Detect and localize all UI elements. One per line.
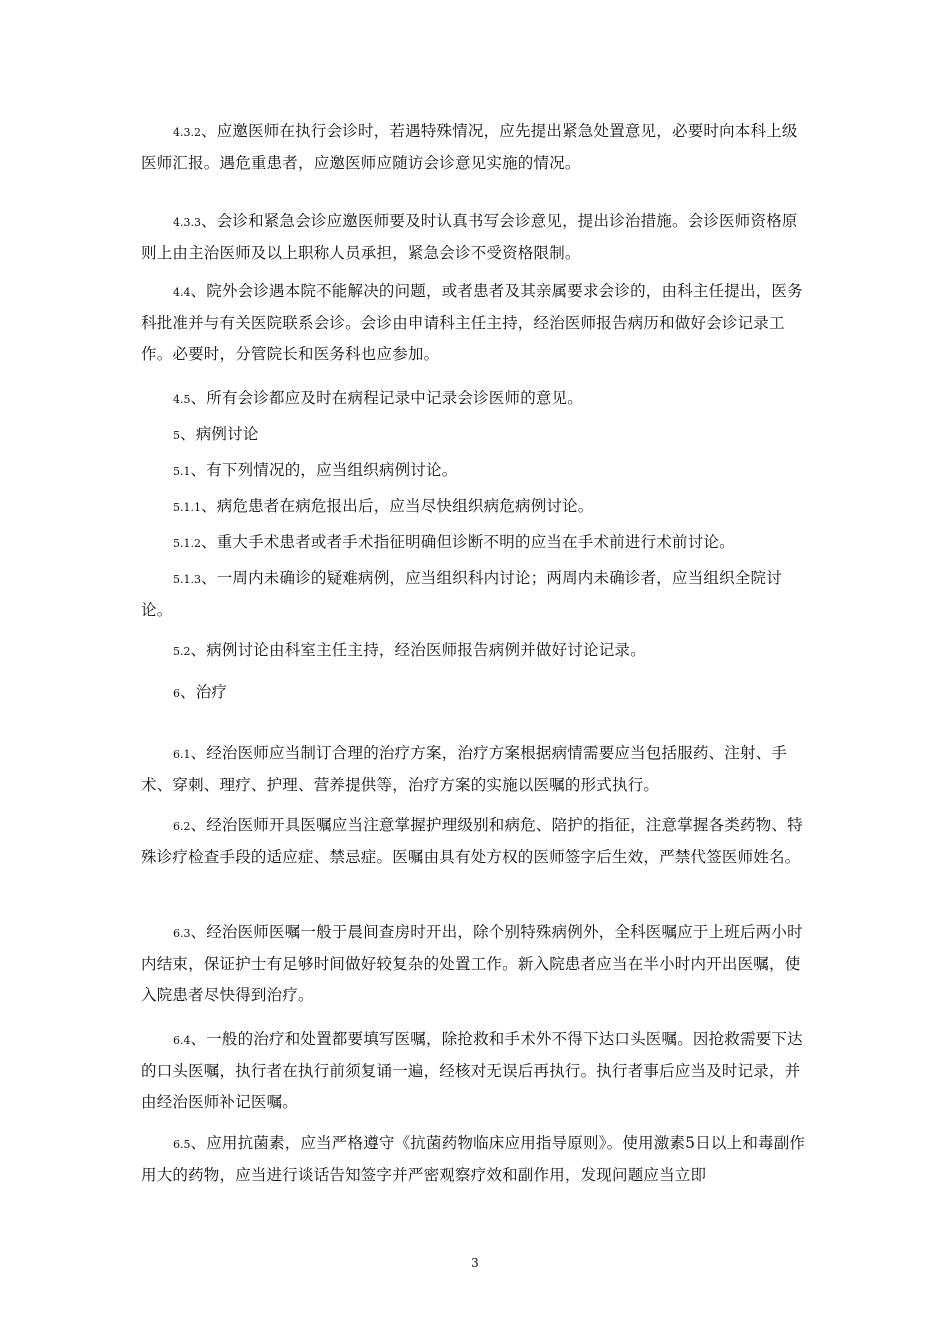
paragraph-4-3-2 [141,116,813,179]
paragraph-text: 、一周内未确诊的疑难病例，应当组织科内讨论；两周内未确诊者，应当组织全院讨论。 [141,569,782,619]
paragraph-text: 、病危患者在病危报出后，应当尽快组织病危病例讨论。 [201,497,594,515]
paragraph-6-2 [141,810,813,873]
paragraph-text: 、重大手术患者或者手术指征明确但诊断不明的应当在手术前进行术前讨论。 [201,533,735,551]
section-number: 6.1 [173,748,191,761]
paragraph-5-1 [141,455,813,487]
paragraph-6-4 [141,1024,813,1118]
section-number: 6 [173,687,180,700]
section-number: 5.1.3 [173,573,201,586]
section-number: 5.1.2 [173,537,201,550]
paragraph-5-1-2 [141,527,813,559]
page-number: 3 [471,1256,479,1270]
section-number: 5.2 [173,645,191,658]
paragraph-text: 、应邀医师在执行会诊时，若遇特殊情况，应先提出紧急处置意见，必要时向本科上级医师汇报。遇危重患者，应邀医师应随访会诊意见实施的情况。 [141,122,798,172]
paragraph-text: 、病例讨论由科室主任主持，经治医师报告病例并做好讨论记录。 [190,641,646,659]
section-number: 4.3.3 [173,216,201,229]
paragraph-text: 、经治医师应当制订合理的治疗方案，治疗方案根据病情需要应当包括服药、注射、手术、穿刺、理疗、护理、营养提供等，治疗方案的实施以医嘱的形式执行。 [141,744,788,794]
paragraph-4-3-3 [141,206,813,269]
paragraph-4-4 [141,276,813,370]
paragraph-5-1-1 [141,491,813,523]
paragraph-text: 、所有会诊都应及时在病程记录中记录会诊医师的意见。 [190,389,584,407]
section-number: 6.3 [173,927,191,940]
section-number: 6.2 [173,820,191,833]
paragraph-6-1 [141,738,813,801]
paragraph-text: 、院外会诊遇本院不能解决的问题，或者患者及其亲属要求会诊的，由科主任提出，医务科批准并与有关医院联系会诊。会诊由申请科主任主持，经治医师报告病历和做好会诊记录工作。必要时，分管院长和医务科也应参加。 [141,282,803,363]
paragraph-text: 、应用抗菌素，应当严格遵守《抗菌药物临床应用指导原则》。使用激素5日以上和毒副作用大的药物，应当进行谈话告知签字并严密观察疗效和副作用，发现问题应当立即 [141,1134,806,1184]
paragraph-text: 、会诊和紧急会诊应邀医师要及时认真书写会诊意见，提出诊治措施。会诊医师资格原则上由主治医师及以上职称人员承担，紧急会诊不受资格限制。 [141,212,798,262]
section-number: 6.4 [173,1034,191,1047]
paragraph-4-5 [141,383,813,415]
heading-treatment [141,677,813,709]
paragraph-6-3 [141,917,813,1011]
section-number: 4.3.2 [173,126,201,139]
section-number: 5.1 [173,465,191,478]
paragraph-text: 、治疗 [180,683,228,701]
paragraph-text: 、有下列情况的，应当组织病例讨论。 [190,461,458,479]
paragraph-text: 、病例讨论 [180,425,259,443]
section-number: 4.5 [173,393,191,406]
paragraph-6-5 [141,1128,813,1191]
section-number: 5.1.1 [173,501,201,514]
paragraph-5-2 [141,635,813,667]
paragraph-text: 、一般的治疗和处置都要填写医嘱，除抢救和手术外不得下达口头医嘱。因抢救需要下达的口头医嘱，执行者在执行前须复诵一遍，经核对无误后再执行。执行者事后应当及时记录，并由经治医师补记医嘱。 [141,1030,803,1111]
paragraph-text: 、经治医师医嘱一般于晨间查房时开出，除个别特殊病例外，全科医嘱应于上班后两小时内结束，保证护士有足够时间做好较复杂的处置工作。新入院患者应当在半小时内开出医嘱，使入院患者尽快得到治疗。 [141,923,803,1004]
section-number: 4.4 [173,286,191,299]
heading-case-discussion [141,419,813,451]
paragraph-text: 、经治医师开具医嘱应当注意掌握护理级别和病危、陪护的指征，注意掌握各类药物、特殊诊疗检查手段的适应症、禁忌症。医嘱由具有处方权的医师签字后生效，严禁代签医师姓名。 [141,816,803,866]
paragraph-5-1-3 [141,563,813,626]
section-number: 5 [173,429,180,442]
section-number: 6.5 [173,1138,191,1151]
